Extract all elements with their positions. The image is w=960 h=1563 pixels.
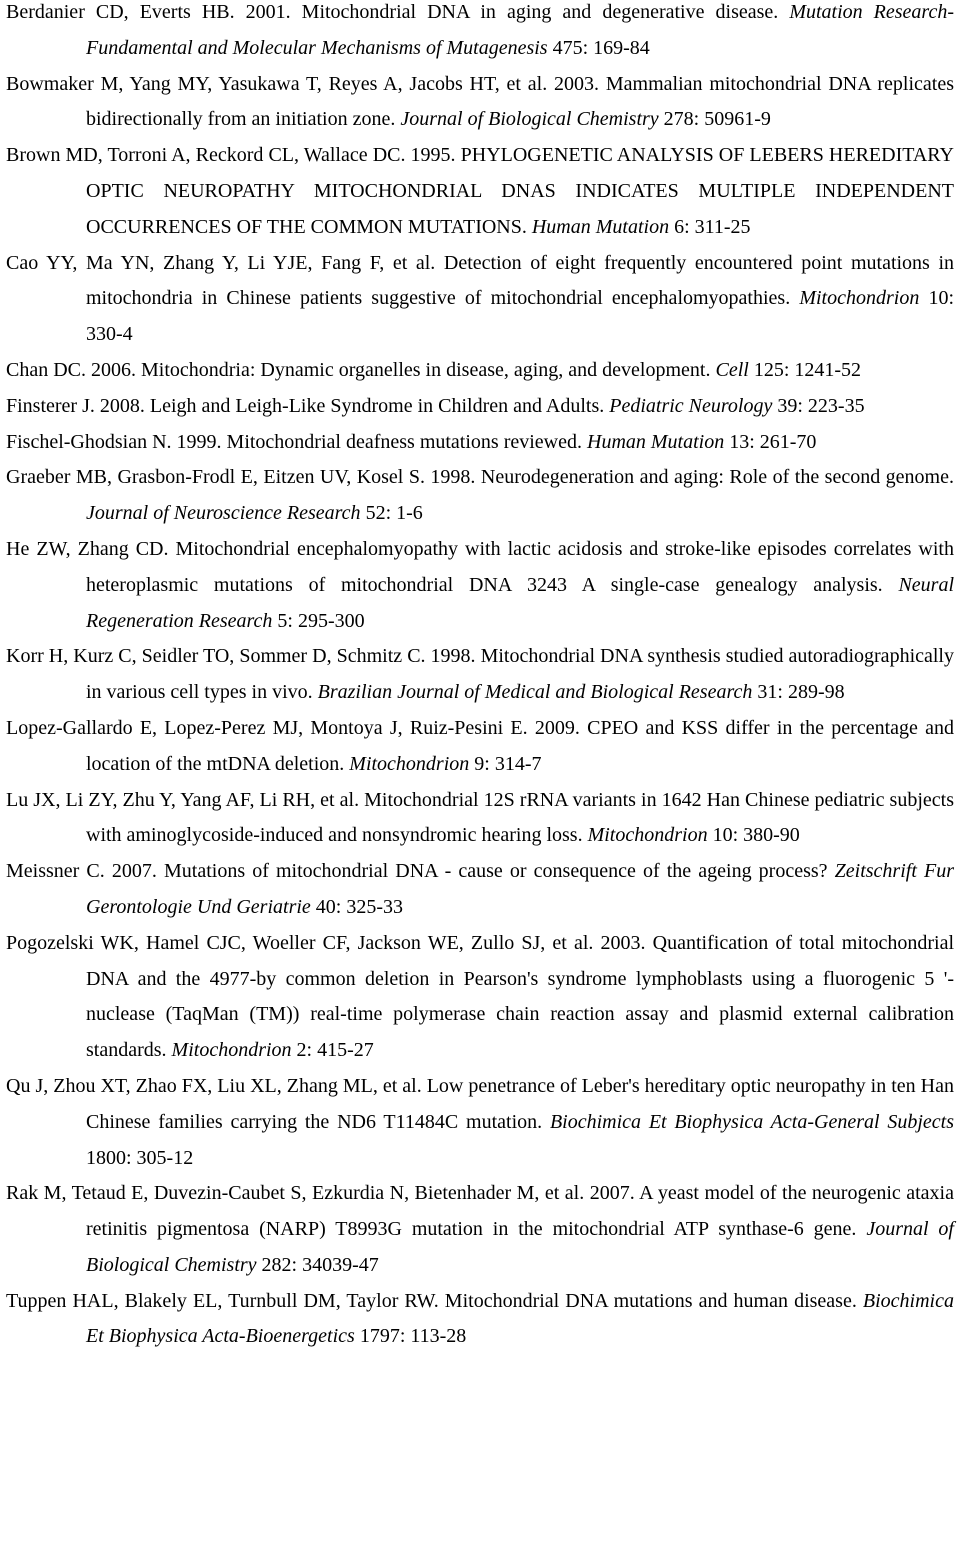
reference-citation: 1797: 113-28 xyxy=(354,1325,467,1348)
reference-citation: 52: 1-6 xyxy=(360,502,423,525)
reference-journal: Mitochondrion xyxy=(799,287,920,310)
reference-journal: Pediatric Neurology xyxy=(609,394,773,417)
reference-journal: Journal of Biological Chemistry xyxy=(86,1218,954,1276)
reference-journal: Brazilian Journal of Medical and Biological Research xyxy=(317,681,753,704)
reference-entry xyxy=(6,1069,954,1176)
reference-entry xyxy=(6,783,954,855)
reference-entry xyxy=(6,532,954,639)
reference-text: Korr H, Kurz C, Seidler TO, Sommer D, Schmitz C. 1998. Mitochondrial DNA synthesis studied autoradiographically in various cell types in vivo. xyxy=(6,645,954,704)
reference-journal: Mitochondrion xyxy=(349,752,470,775)
reference-text: Cao YY, Ma YN, Zhang Y, Li YJE, Fang F, et al. Detection of eight frequently encountered point mutations in mitochondria in Chinese patients suggestive of mitochondrial encephalomyopathies. xyxy=(6,251,954,310)
reference-citation: 31: 289-98 xyxy=(752,681,845,704)
reference-citation: 6: 311-25 xyxy=(669,215,751,238)
reference-list xyxy=(6,0,954,1355)
reference-journal: Mitochondrion xyxy=(587,824,708,847)
reference-citation: 475: 169-84 xyxy=(547,36,650,59)
reference-entry xyxy=(6,460,954,532)
reference-journal: Journal of Neuroscience Research xyxy=(86,502,361,525)
reference-journal: Biochimica Et Biophysica Acta-General Subjects xyxy=(549,1110,954,1133)
reference-text: Chan DC. 2006. Mitochondria: Dynamic organelles in disease, aging, and development. xyxy=(6,358,716,381)
reference-text: Finsterer J. 2008. Leigh and Leigh-Like Syndrome in Children and Adults. xyxy=(6,394,610,417)
reference-citation: 39: 223-35 xyxy=(772,394,865,417)
reference-citation: 10: 330-4 xyxy=(86,287,954,346)
reference-citation: 282: 34039-47 xyxy=(256,1253,379,1276)
reference-journal: Mitochondrion xyxy=(171,1039,292,1062)
reference-journal: Biochimica Et Biophysica Acta-Bioenergetics xyxy=(86,1289,954,1348)
reference-text: Graeber MB, Grasbon-Frodl E, Eitzen UV, Kosel S. 1998. Neurodegeneration and aging: Role of the second genome. xyxy=(6,466,954,489)
reference-entry xyxy=(6,1176,954,1283)
reference-entry xyxy=(6,1284,954,1356)
reference-entry xyxy=(6,425,954,461)
reference-entry xyxy=(6,926,954,1069)
reference-text: Pogozelski WK, Hamel CJC, Woeller CF, Jackson WE, Zullo SJ, et al. 2003. Quantification of total mitochondrial DNA and the 4977-by common deletion in Pearson's syndrome lymphoblasts using a fluorogenic 5 '-nuclease (TaqMan (TM)) real-time polymerase chain reaction assay and plasmid external calibration standards. xyxy=(6,931,954,1062)
reference-text: Berdanier CD, Everts HB. 2001. Mitochondrial DNA in aging and degenerative disease. xyxy=(6,1,790,23)
reference-text: Qu J, Zhou XT, Zhao FX, Liu XL, Zhang ML, et al. Low penetrance of Leber's hereditary optic neuropathy in ten Han Chinese families carrying the ND6 T11484C mutation. xyxy=(6,1074,954,1133)
reference-text: Tuppen HAL, Blakely EL, Turnbull DM, Taylor RW. Mitochondrial DNA mutations and human disease. xyxy=(6,1289,863,1312)
reference-journal: Mutation Research-Fundamental and Molecular Mechanisms of Mutagenesis xyxy=(86,1,955,59)
reference-journal: Zeitschrift Fur Gerontologie Und Geriatrie xyxy=(86,860,954,918)
reference-entry xyxy=(6,67,954,139)
reference-citation: 1800: 305-12 xyxy=(86,1146,194,1169)
reference-entry xyxy=(6,353,954,389)
reference-text: He ZW, Zhang CD. Mitochondrial encephalomyopathy with lactic acidosis and stroke-like episodes correlates with heteroplasmic mutations of mitochondrial DNA 3243 A single-case genealogy analysis. xyxy=(6,537,954,596)
reference-citation: 2: 415-27 xyxy=(291,1039,374,1062)
reference-entry xyxy=(6,246,954,353)
reference-journal: Neural Regeneration Research xyxy=(86,573,954,632)
reference-journal: Human Mutation xyxy=(531,215,670,238)
reference-entry xyxy=(6,0,954,67)
reference-journal: Journal of Biological Chemistry xyxy=(400,108,659,131)
reference-citation: 278: 50961-9 xyxy=(658,108,771,131)
reference-citation: 5: 295-300 xyxy=(272,609,365,632)
reference-citation: 40: 325-33 xyxy=(310,895,404,918)
reference-entry xyxy=(6,854,954,926)
reference-journal: Human Mutation xyxy=(587,430,725,453)
reference-text: Lopez-Gallardo E, Lopez-Perez MJ, Montoya J, Ruiz-Pesini E. 2009. CPEO and KSS differ in the percentage and location of the mtDNA deletion. xyxy=(6,716,954,775)
reference-citation: 13: 261-70 xyxy=(724,430,817,453)
reference-citation: 9: 314-7 xyxy=(469,752,542,775)
reference-entry xyxy=(6,711,954,783)
reference-text: Fischel-Ghodsian N. 1999. Mitochondrial deafness mutations reviewed. xyxy=(6,430,587,453)
reference-citation: 125: 1241-52 xyxy=(748,358,862,381)
reference-citation: 10: 380-90 xyxy=(707,824,800,847)
reference-text: Bowmaker M, Yang MY, Yasukawa T, Reyes A, Jacobs HT, et al. 2003. Mammalian mitochondrial DNA replicates bidirectionally from an initiation zone. xyxy=(6,72,954,131)
reference-entry xyxy=(6,389,954,425)
reference-entry xyxy=(6,138,954,245)
reference-text: Meissner C. 2007. Mutations of mitochondrial DNA - cause or consequence of the ageing process? xyxy=(6,860,835,883)
reference-text: Lu JX, Li ZY, Zhu Y, Yang AF, Li RH, et al. Mitochondrial 12S rRNA variants in 1642 Han Chinese pediatric subjects with aminoglycoside-induced and nonsyndromic hearing loss. xyxy=(6,788,954,847)
reference-journal: Cell xyxy=(715,358,749,381)
reference-text: Brown MD, Torroni A, Reckord CL, Wallace DC. 1995. PHYLOGENETIC ANALYSIS OF LEBERS HEREDITARY OPTIC NEUROPATHY MITOCHONDRIAL DNAS INDICATES MULTIPLE INDEPENDENT OCCURRENCES OF THE COMMON MUTATIONS. xyxy=(6,144,954,238)
reference-entry xyxy=(6,639,954,711)
reference-text: Rak M, Tetaud E, Duvezin-Caubet S, Ezkurdia N, Bietenhader M, et al. 2007. A yeast model of the neurogenic ataxia retinitis pigmentosa (NARP) T8993G mutation in the mitochondrial ATP synthase-6 gene. xyxy=(6,1182,954,1241)
